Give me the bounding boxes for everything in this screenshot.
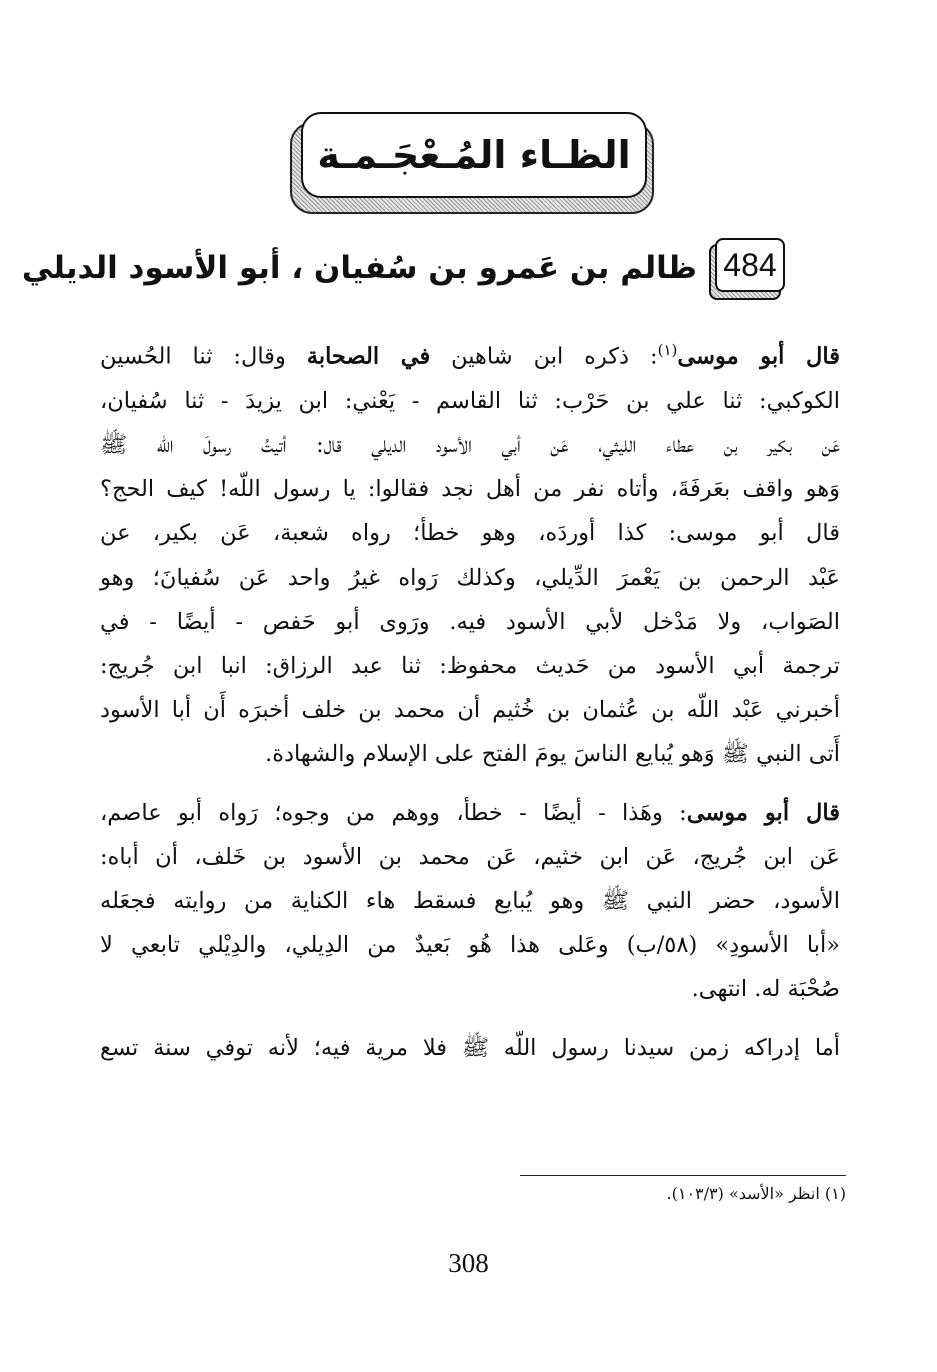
text-line: وَهو واقف بعَرفَةَ، وأتاه نفر من أهل نجد فقالوا: يا رسول اللّه! كيف الحج؟ [100, 476, 840, 503]
footnote-separator [520, 1175, 846, 1176]
text-line: الكوكبي: ثنا علي بن حَرْب: ثنا القاسم - يَعْني: ابن يزيدَ - ثنا سُفيان، [100, 387, 840, 414]
text-line [100, 791, 840, 835]
text-line: ترجمة أبي الأسود من حَديث محفوظ: ثنا عبد الرزاق: انبا ابن جُريج: [100, 652, 840, 679]
text-line: عَن ابن جُريج، عَن ابن خثيم، عَن محمد بن الأسود بن خَلف، أن أباه: [100, 843, 840, 870]
paragraph-gap [100, 1012, 840, 1026]
text-line: عَن بكير بن عطاء الليثي، عَن أبي الأسود الديلي قال: أتيتُ رسولَ اللّه ﷺ [100, 431, 840, 458]
text-fragment-bold: قال أبو موسى [686, 799, 840, 826]
paragraph-gap [100, 777, 840, 791]
entry-title: ظالم بن عَمرو بن سُفيان ، أبو الأسود الديلي [21, 250, 697, 286]
chapter-title-frame [301, 112, 647, 198]
text-line: عَبْد الرحمن بن يَعْمرَ الدِّيلي، وكذلك رَواه غيرُ واحد عَن سُفيانَ؛ وهو [100, 564, 840, 591]
text-line: أخبرني عَبْد اللّه بن عُثمان بن خُثيم أن محمد بن خلف أخبرَه أَن أبا الأسود [100, 697, 840, 724]
text-line: قال أبو موسى: كذا أوردَه، وهو خطأ؛ رواه شعبة، عَن بكير، عن [100, 520, 840, 547]
page-number: 308 [448, 1248, 489, 1278]
text-fragment: : ذكره ابن شاهين [430, 343, 658, 370]
text-line: أَتى النبي ﷺ وَهو يُبايع الناسَ يومَ الفتح على الإسلام والشهادة. [265, 741, 840, 768]
text-line [100, 328, 840, 379]
text-fragment-bold: في الصحابة [306, 343, 431, 370]
text-line: الصَواب، ولا مَدْخل لأبي الأسود فيه. ورَوى أبو حَفص - أيضًا - في [100, 608, 840, 635]
paragraph-1 [100, 328, 840, 777]
text-fragment: : وهَذا - أيضًا - خطأ، ووهم من وجوه؛ رَواه أبو عاصم، [100, 799, 687, 826]
body-text [100, 328, 840, 1070]
text-line: «أبا الأسودِ» (٥٨/ب) وعَلى هذا هُو بَعيدٌ من الدِيلي، والدِيْلي تابعي لا [100, 932, 840, 959]
paragraph-3 [100, 1026, 840, 1070]
text-line: الأسود، حضر النبي ﷺ وهو يُبايع فسقط هاء الكناية من روايته فجعَله [100, 887, 840, 914]
footnote: (١) انظر «الأسد» (١٠٣/٣). [666, 1184, 846, 1203]
entry-number: 484 [715, 238, 785, 292]
text-fragment: قال أبو موسى [677, 343, 841, 370]
footnote-marker: (١) [657, 341, 678, 359]
entry-heading [21, 236, 785, 300]
chapter-title: الظـاء المُـعْجَـمـة [317, 133, 631, 177]
text-fragment: وقال: ثنا الحُسين [100, 343, 307, 370]
text-line: صُحْبَة له. انتهى. [691, 976, 840, 1003]
text-line: أما إدراكه زمن سيدنا رسول اللّه ﷺ فلا مرية فيه؛ لأنه توفي سنة تسع [100, 1034, 840, 1061]
entry-number-frame [709, 238, 785, 298]
paragraph-2 [100, 791, 840, 1012]
